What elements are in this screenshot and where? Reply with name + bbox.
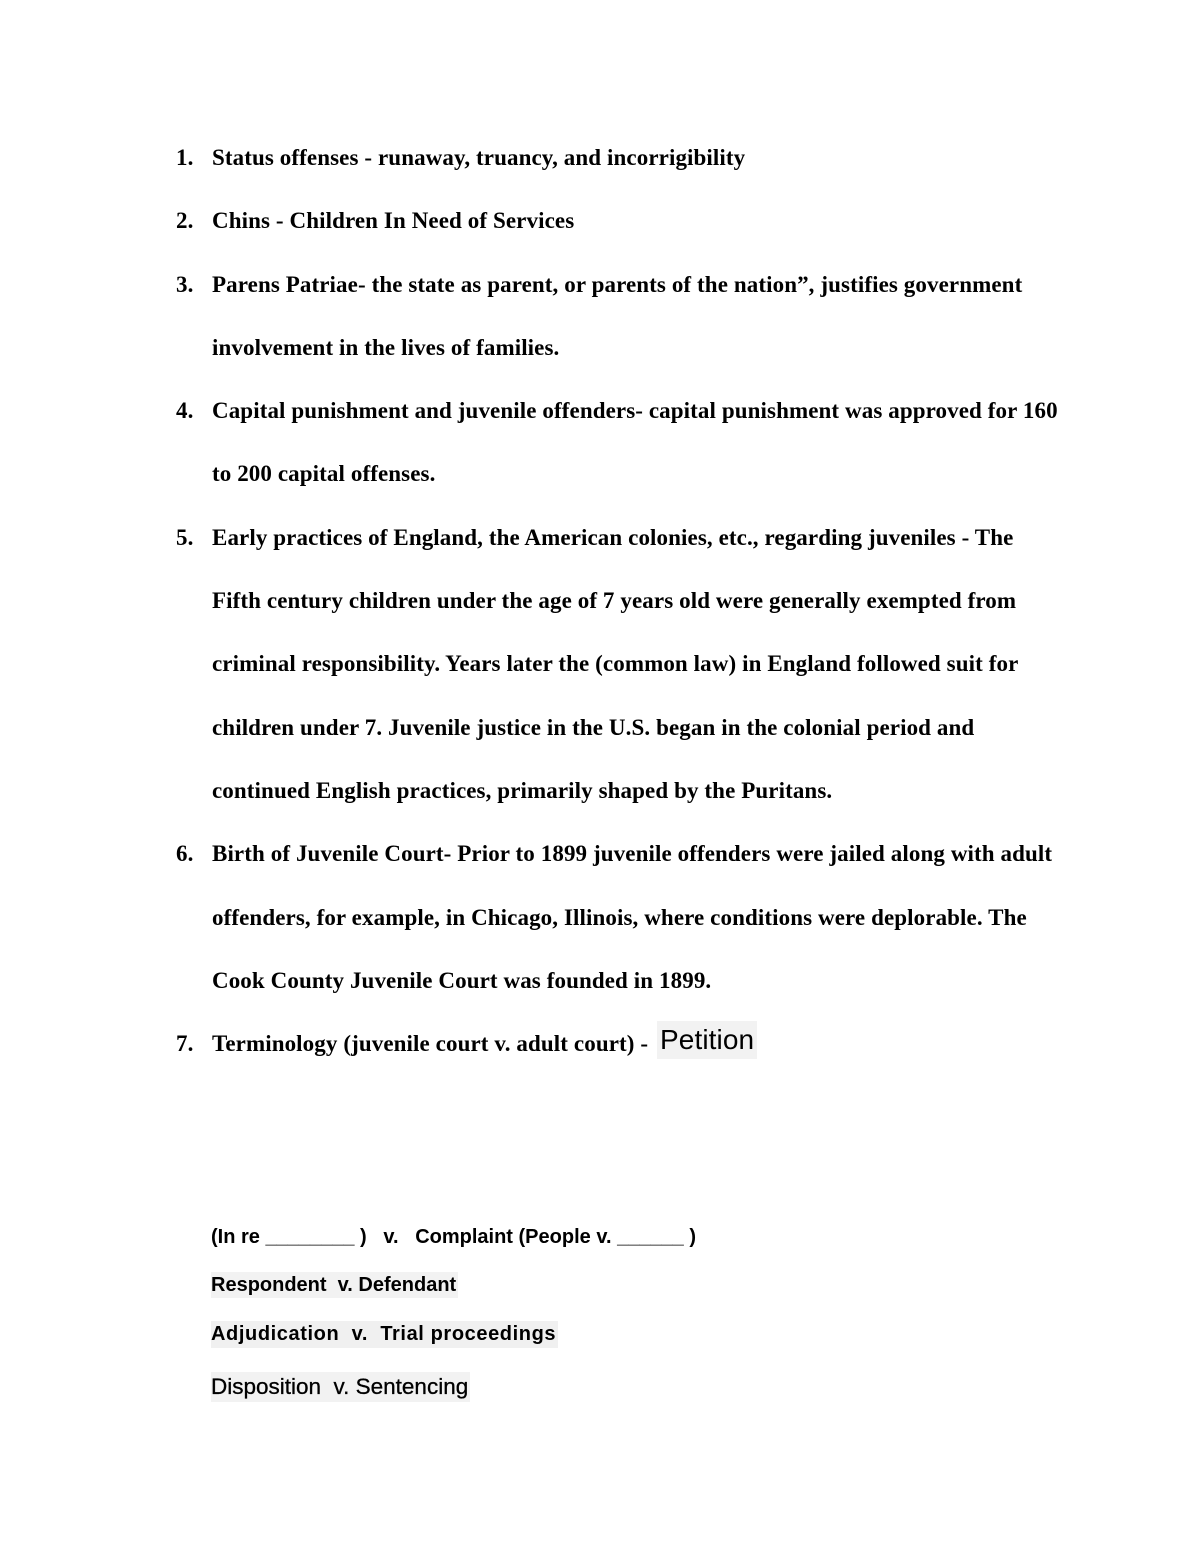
list-number: 7.: [176, 1031, 194, 1057]
list-item-text: Terminology (juvenile court v. adult court) -: [212, 1031, 649, 1057]
terminology-line: Respondent v. Defendant: [211, 1274, 457, 1296]
list-item: [0, 379, 1062, 506]
list-number: 1.: [176, 145, 194, 170]
list-item-text: Parens Patriae- the state as parent, or parents of the nation”, justifies government involvement in the lives of families.: [212, 271, 1023, 360]
list-item-text: Capital punishment and juvenile offenders- capital punishment was approved for 160 to 200 capital offenses.: [212, 398, 1058, 487]
list-item: [0, 189, 1062, 252]
terminology-line: (In re ________ ) v. Complaint (People v. ______ ): [211, 1226, 697, 1248]
list-item-text: Birth of Juvenile Court- Prior to 1899 juvenile offenders were jailed along with adult offenders, for example, in Chicago, Illinois, where conditions were deplorable. The Cook County Juvenile Court was founded in 1899.: [212, 841, 1053, 993]
list-item-text: Status offenses - runaway, truancy, and incorrigibility: [212, 145, 746, 170]
list-item: [0, 506, 1062, 822]
terminology-line: Disposition v. Sentencing: [211, 1372, 470, 1402]
list-number: 2.: [176, 208, 194, 234]
list-item: [0, 126, 1062, 189]
list-number: 6.: [176, 841, 194, 867]
list-number: 3.: [176, 271, 194, 297]
list-item: [0, 822, 1062, 1012]
list-item-text: Chins - Children In Need of Services: [212, 208, 575, 234]
terminology-line: Adjudication v. Trial proceedings: [211, 1321, 558, 1348]
list-number: 4.: [176, 398, 194, 424]
list-item: [0, 1012, 1062, 1075]
list-number: 5.: [176, 524, 194, 550]
petition-highlight: Petition: [657, 1021, 757, 1059]
list-item-text: Early practices of England, the American colonies, etc., regarding juveniles - The Fifth century children under the age of 7 years old were generally exempted from criminal responsibility. Years later the (common law) in England followed suit for children under 7. Juvenile justice in the U.S. began in the colonial period and continued English practices, primarily shaped by the Puritans.: [212, 524, 1018, 803]
numbered-list: [0, 126, 1200, 1075]
list-item: [0, 253, 1062, 380]
